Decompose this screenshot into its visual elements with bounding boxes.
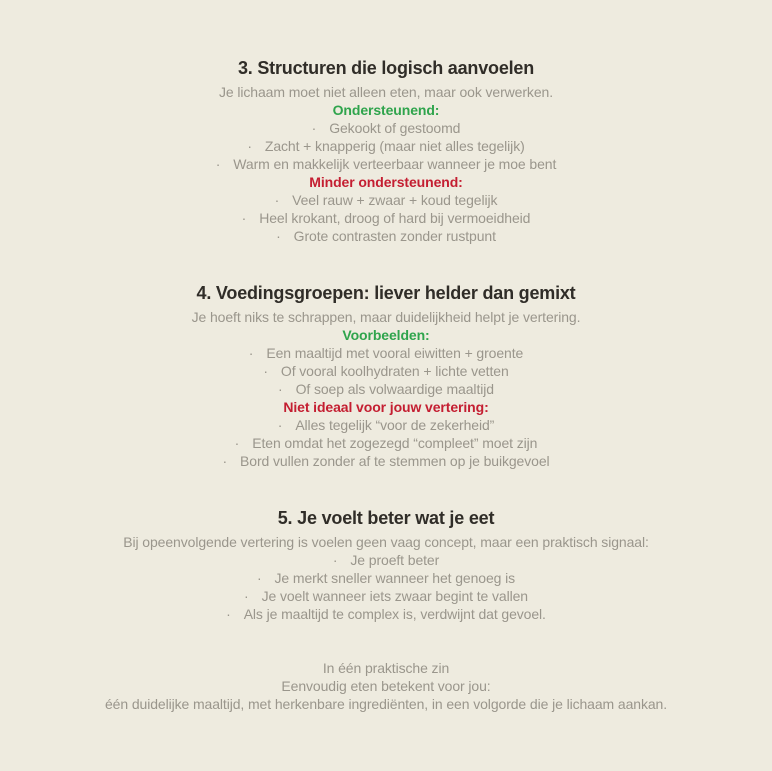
section-heading: 3. Structuren die logisch aanvoelen (237, 58, 535, 78)
bullet-item (0, 209, 772, 227)
bullet-text: Bord vullen zonder af te stemmen op je buikgevoel (240, 453, 550, 469)
bullet-list-voorbeelden (0, 344, 772, 398)
footer-line: één duidelijke maaltijd, met herkenbare ingrediënten, in een volgorde die je lichaam aankan. (104, 696, 668, 712)
bullet-item (0, 191, 772, 209)
bullet-list-ondersteunend (0, 119, 772, 173)
bullet-text: Grote contrasten zonder rustpunt (293, 228, 496, 244)
section-subtitle: Je lichaam moet niet alleen eten, maar ook verwerken. (219, 84, 553, 100)
bullet-text: Je voelt wanneer iets zwaar begint te vallen (261, 588, 528, 604)
bullet-text: Zacht + knapperig (maar niet alles tegelijk) (264, 138, 525, 154)
bullet-item (0, 227, 772, 245)
bullet-text: Je merkt sneller wanneer het genoeg is (274, 570, 516, 586)
footer-summary (0, 659, 772, 713)
bullet-dot-icon: · (256, 570, 262, 586)
footer-line: In één praktische zin (322, 660, 450, 676)
bullet-dot-icon: · (277, 417, 283, 433)
bullet-item (0, 362, 772, 380)
section-heading: 5. Je voelt beter wat je eet (277, 508, 495, 528)
bullet-text: Als je maaltijd te complex is, verdwijnt dat gevoel. (243, 606, 546, 622)
bullet-text: Je proeft beter (350, 552, 440, 568)
group-label-minder-ondersteunend: Minder ondersteunend: (309, 174, 463, 190)
bullet-item (0, 434, 772, 452)
bullet-item (0, 416, 772, 434)
bullet-list-voelen (0, 551, 772, 623)
bullet-item (0, 551, 772, 569)
bullet-text: Gekookt of gestoomd (329, 120, 461, 136)
bullet-text: Een maaltijd met vooral eiwitten + groente (266, 345, 524, 361)
bullet-text: Veel rauw + zwaar + koud tegelijk (292, 192, 498, 208)
bullet-item (0, 452, 772, 470)
section-structuren (0, 56, 772, 245)
bullet-dot-icon: · (247, 138, 252, 154)
section-voedingsgroepen (0, 281, 772, 470)
bullet-text: Of vooral koolhydraten + lichte vetten (280, 363, 509, 379)
section-heading: 4. Voedingsgroepen: liever helder dan gemixt (196, 283, 576, 303)
group-label-ondersteunend: Ondersteunend: (332, 102, 440, 118)
bullet-dot-icon: · (276, 228, 281, 244)
bullet-dot-icon: · (222, 453, 228, 469)
bullet-item (0, 380, 772, 398)
bullet-text: Warm en makkelijk verteerbaar wanneer je moe bent (233, 156, 557, 172)
bullet-text: Alles tegelijk “voor de zekerheid” (295, 417, 495, 433)
bullet-dot-icon: · (311, 120, 317, 136)
group-label-niet-ideaal: Niet ideaal voor jouw vertering: (283, 399, 489, 415)
bullet-item (0, 155, 772, 173)
bullet-text: Heel krokant, droog of hard bij vermoeidheid (259, 210, 531, 226)
footer-line: Eenvoudig eten betekent voor jou: (281, 678, 491, 694)
bullet-item (0, 605, 772, 623)
bullet-dot-icon: · (234, 435, 240, 451)
bullet-dot-icon: · (332, 552, 338, 568)
bullet-dot-icon: · (248, 345, 254, 361)
bullet-dot-icon: · (226, 606, 231, 622)
bullet-dot-icon: · (215, 156, 221, 172)
bullet-dot-icon: · (263, 363, 268, 379)
bullet-text: Of soep als volwaardige maaltijd (295, 381, 494, 397)
bullet-item (0, 344, 772, 362)
bullet-item (0, 137, 772, 155)
bullet-text: Eten omdat het zogezegd “compleet” moet zijn (252, 435, 538, 451)
bullet-dot-icon: · (244, 588, 249, 604)
bullet-item (0, 569, 772, 587)
bullet-dot-icon: · (241, 210, 247, 226)
bullet-item (0, 587, 772, 605)
bullet-dot-icon: · (274, 192, 280, 208)
section-voelen (0, 506, 772, 623)
section-subtitle: Je hoeft niks te schrappen, maar duidelijkheid helpt je vertering. (191, 309, 581, 325)
bullet-list-minder-ondersteunend (0, 191, 772, 245)
bullet-dot-icon: · (278, 381, 283, 397)
section-subtitle: Bij opeenvolgende vertering is voelen geen vaag concept, maar een praktisch signaal: (123, 534, 649, 550)
group-label-voorbeelden: Voorbeelden: (342, 327, 430, 343)
bullet-item (0, 119, 772, 137)
bullet-list-niet-ideaal (0, 416, 772, 470)
